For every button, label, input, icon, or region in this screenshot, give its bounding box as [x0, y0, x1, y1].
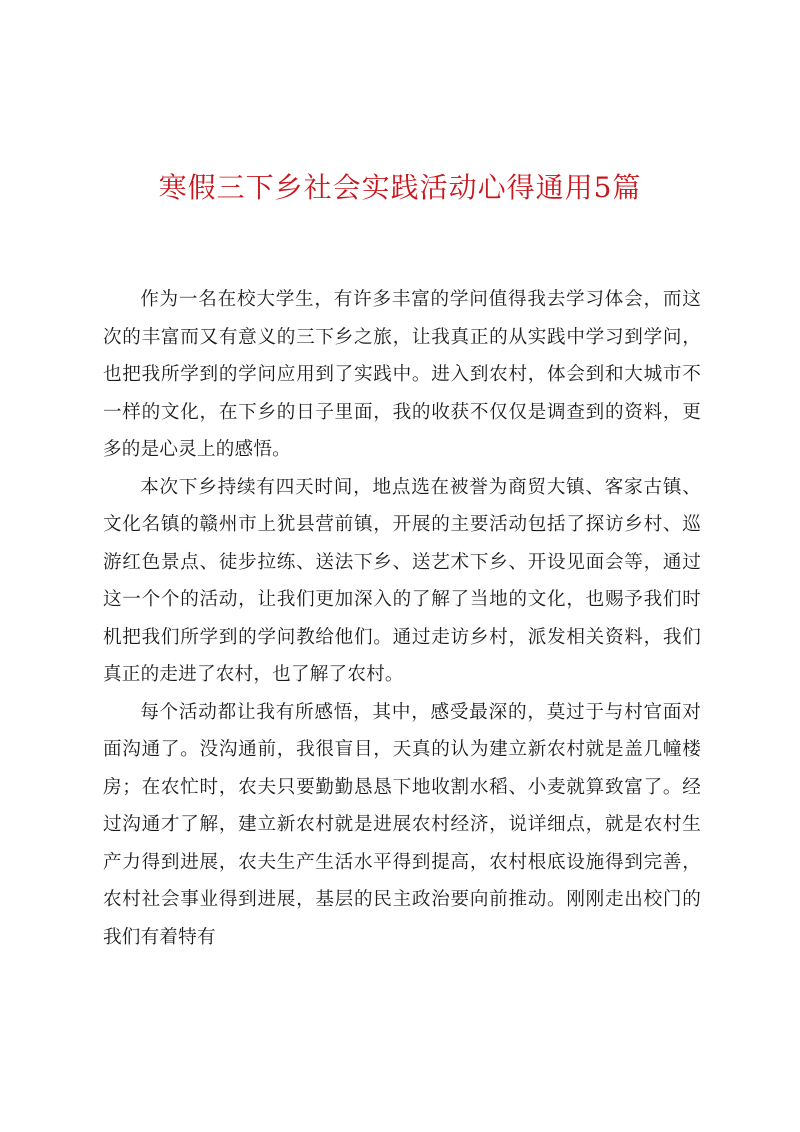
document-title: 寒假三下乡社会实践活动心得通用5篇 — [158, 171, 642, 204]
document-body — [103, 281, 701, 956]
paragraph-2: 本次下乡持续有四天时间，地点选在被誉为商贸大镇、客家古镇、文化名镇的赣州市上犹县营前镇，开展的主要活动包括了探访乡村、巡游红色景点、徒步拉练、送法下乡、送艺术下乡、开设见面会等，通过这一个个的活动，让我们更加深入的了解了当地的文化，也赐予我们时机把我们所学到的学问教给他们。通过走访乡村，派发相关资料，我们真正的走进了农村，也了解了农村。 — [103, 476, 701, 685]
paragraph-1: 作为一名在校大学生，有许多丰富的学问值得我去学习体会，而这次的丰富而又有意义的三下乡之旅，让我真正的从实践中学习到学问，也把我所学到的学问应用到了实践中。进入到农村，体会到和大城市不一样的文化，在下乡的日子里面，我的收获不仅仅是调查到的资料，更多的是心灵上的感悟。 — [103, 289, 701, 460]
paragraph-3: 每个活动都让我有所感悟，其中，感受最深的，莫过于与村官面对面沟通了。没沟通前，我很盲目，天真的认为建立新农村就是盖几幢楼房；在农忙时，农夫只要勤勤恳恳下地收割水稻、小麦就算致富了。经过沟通才了解，建立新农村就是进展农村经济，说详细点，就是农村生产力得到进展，农夫生产生活水平得到提高，农村根底设施得到完善，农村社会事业得到进展，基层的民主政治要向前推动。刚刚走出校门的我们有着特有 — [103, 701, 701, 948]
